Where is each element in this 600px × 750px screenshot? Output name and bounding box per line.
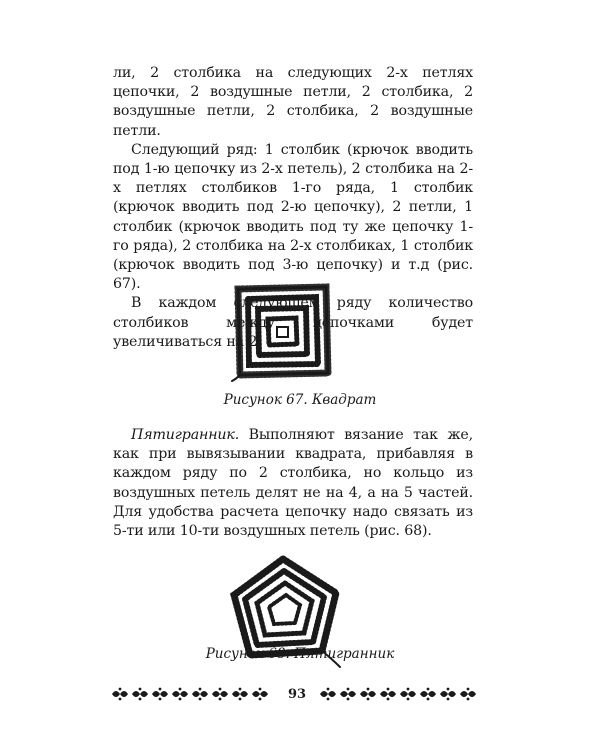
page-footer — [110, 680, 484, 708]
page-number: 93 — [287, 686, 307, 702]
paragraph-next-row: Следующий ряд: 1 столбик (крючок вводить под 1-ю цепочку из 2-х петель), 2 столбика на 2-х петлях столбиков 1-го ряда, 1 столбик (крючок вводить под 2-ю цепочку), 2 петли, 1 столбик (крючок вводить под ту же цепочку 1-го ряда), 2 столбика на 2-х столбиках, 1 столбик (крючок вводить под 3-ю цепочку) и т.д (рис. 67). — [113, 141, 473, 293]
ornament-right-icon — [318, 686, 484, 702]
pentagon-term: Пятигранник. — [131, 427, 240, 443]
paragraph-increase: В каждом следующем ряду количество столбиков между цепочками будет увеличиваться на 2. — [113, 295, 473, 350]
square-motif-illustration — [228, 283, 338, 383]
paragraph-pentagon: Выполняют вязание так же, как при вывязывании квадрата, прибавляя в каждом ряду по 2 столбика, но кольцо из воздушных петель делят не на 4, а на 5 частей. Для удобства расчета цепочку надо связать из 5-ти или 10-ти воздушных петель (рис. 68). — [113, 427, 473, 540]
text-block-bottom — [113, 426, 473, 541]
ornament-left-icon — [110, 686, 276, 702]
paragraph-continuation: ли, 2 столбика на следующих 2-х петлях цепочки, 2 воздушные петли, 2 столбика, 2 воздушные петли, 2 столбика, 2 воздушные петли. — [113, 65, 473, 139]
figure-67-caption: Рисунок 67. Квадрат — [223, 392, 377, 408]
figure-68-caption: Рисунок 68. Пятигранник — [205, 646, 395, 662]
